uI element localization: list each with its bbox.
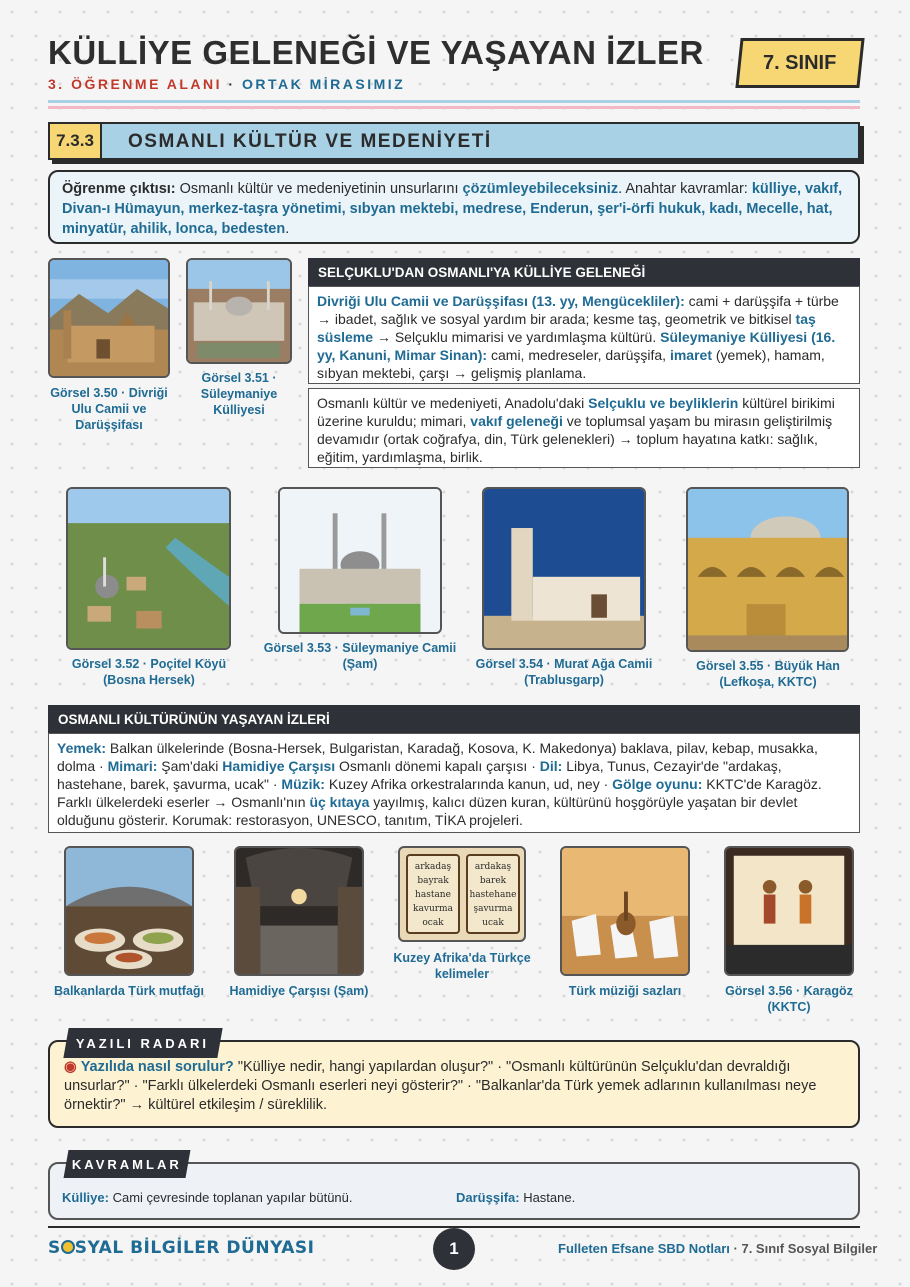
grade-badge: 7. SINIF (735, 38, 864, 88)
image-caption: Kuzey Afrika'da Türkçe kelimeler (393, 951, 531, 981)
image-caption: Görsel 3.51 · Süleymaniye Külliyesi (200, 371, 278, 417)
written-exam-radar-box: ◉ Yazılıda nasıl sorulur? "Külliye nedir, hangi yapılardan oluşur?" · "Osmanlı kültürünün Selçuklu'dan devraldığı unsurlar?" · "Farklı ülkelerdeki Osmanlı eserleri neyi gösterir?" · "Balkanlar'da Türk yemek adlarının kullanılması neye örnektir?" → kültürel etkileşim / süreklilik. (48, 1040, 860, 1128)
concept-item: Darüşşifa: Hastane. (456, 1190, 576, 1205)
header-divider-blue (48, 100, 860, 103)
learning-outcome-box: Öğrenme çıktısı: Osmanlı kültür ve medeniyetinin unsurlarını çözümleyebileceksiniz. Anahtar kavramlar: külliye, vakıf, Divan-ı Hümayun, merkez-taşra yönetimi, sıbyan mektebi, medrese, Enderun, şer'i-örfi hukuk, kadı, Mecelle, hat, minyatür, ahilik, lonca, bedesten. (48, 170, 860, 244)
image-caption: Görsel 3.54 · Murat Ağa Camii (Trablusgarp) (475, 657, 653, 687)
image-caption: Görsel 3.55 · Büyük Han (Lefkoşa, KKTC) (696, 659, 840, 689)
page-subtitle: 3. ÖĞRENME ALANI · ORTAK MİRASIMIZ (48, 76, 406, 92)
suleymaniye-complex-image (186, 258, 292, 364)
traces-box-heading: OSMANLI KÜLTÜRÜNÜN YAŞAYAN İZLERİ (48, 705, 860, 733)
concepts-tag: KAVRAMLAR (64, 1150, 191, 1178)
globe-icon (61, 1240, 75, 1254)
karagoz-image (724, 846, 854, 976)
murat-aga-mosque-image (482, 487, 646, 650)
kulliye-box-heading: SELÇUKLU'DAN OSMANLI'YA KÜLLİYE GELENEĞİ (308, 258, 860, 286)
image-caption: Görsel 3.50 · Divriği Ulu Camii ve Darüşşifası (50, 386, 168, 432)
radar-icon: ◉ (64, 1059, 77, 1075)
kulliye-box-paragraph-1: Divriği Ulu Camii ve Darüşşifası (13. yy, Mengücekliler): cami + darüşşifa + türbe → ibadet, sağlık ve sosyal yardım bir arada; kesme taş, geometrik ve bitkisel taş süsleme → Selçuklu mimarisi ve yardımlaşma kültürü. Süleymaniye Külliyesi (16. yy, Kanuni, Mimar Sinan): cami, medreseler, darüşşifa, imaret (yemek), hamam, sıbyan mektebi, çarşı → gelişmiş planlama. (308, 286, 860, 384)
image-caption: Görsel 3.52 · Poçitel Köyü (Bosna Hersek) (71, 657, 227, 687)
image-caption: Hamidiye Çarşısı (Şam) (229, 984, 369, 998)
page-number: 1 (433, 1228, 475, 1270)
image-caption: Türk müziği sazları (568, 984, 682, 998)
kulliye-box-paragraph-2: Osmanlı kültür ve medeniyeti, Anadolu'daki Selçuklu ve beyliklerin kültürel birikimi üzerine kuruldu; mimari, vakıf geleneği ve toplumsal yaşam bu mirasın geliştirilmiş devamıdır (ortak coğrafya, din, Türk gelenekleri) → toplum hayatına katkı: sağlık, eğitim, yardımlaşma, birlik. (308, 388, 860, 468)
concept-item: Külliye: Cami çevresinde toplanan yapılar bütünü. (62, 1190, 353, 1205)
buyuk-han-image (686, 487, 849, 652)
header-divider-pink (48, 106, 860, 109)
image-caption: Balkanlarda Türk mutfağı (53, 984, 205, 998)
pocitel-village-image (66, 487, 231, 650)
turkish-words-image (398, 846, 526, 942)
suleymaniye-damascus-image (278, 487, 442, 634)
hamidiye-bazaar-image (234, 846, 364, 976)
turkish-instruments-image (560, 846, 690, 976)
image-caption: Görsel 3.53 · Süleymaniye Camii (Şam) (263, 641, 457, 671)
brand-logo: S SYAL BİLGİLER DÜNYASI (48, 1238, 315, 1258)
balkan-cuisine-image (64, 846, 194, 976)
divrigi-mosque-image (48, 258, 170, 378)
words-panel-right: ardakaş barek hastehane şavurma ucak (466, 854, 520, 934)
section-number: 7.3.3 (48, 122, 102, 160)
footer-note: Fulleten Efsane SBD Notları · 7. Sınıf Sosyal Bilgiler (558, 1241, 878, 1256)
words-panel-left: arkadaş bayrak hastane kavurma ocak (406, 854, 460, 934)
traces-box-body: Yemek: Balkan ülkelerinde (Bosna-Hersek, Bulgaristan, Karadağ, Kosova, K. Makedonya) baklava, pilav, kebap, musakka, dolma · Mimari: Şam'daki Hamidiye Çarşısı Osmanlı dönemi kapalı çarşısı · Dil: Libya, Tunus, Cezayir'de "ardakaş, hastehane, barek, şavurma, ucak" · Müzik: Kuzey Afrika orkestralarında kanun, ud, ney · Gölge oyunu: KKTC'de Karagöz. Farklı ülkelerdeki eserler → Osmanlı'nın üç kıtaya yayılmış, kalıcı düzen kuran, kültürünü hoşgörüyle yaşatan bir devlet olduğunu gösterir. Korumak: restorasyon, UNESCO, tanıtım, TİKA projeleri. (48, 733, 860, 833)
radar-tag: YAZILI RADARI (63, 1028, 222, 1058)
image-caption: Görsel 3.56 · Karagöz (KKTC) (725, 984, 853, 1014)
page-title: KÜLLİYE GELENEĞİ VE YAŞAYAN İZLER (48, 34, 704, 71)
section-title: OSMANLI KÜLTÜR VE MEDENİYETİ (128, 131, 492, 152)
